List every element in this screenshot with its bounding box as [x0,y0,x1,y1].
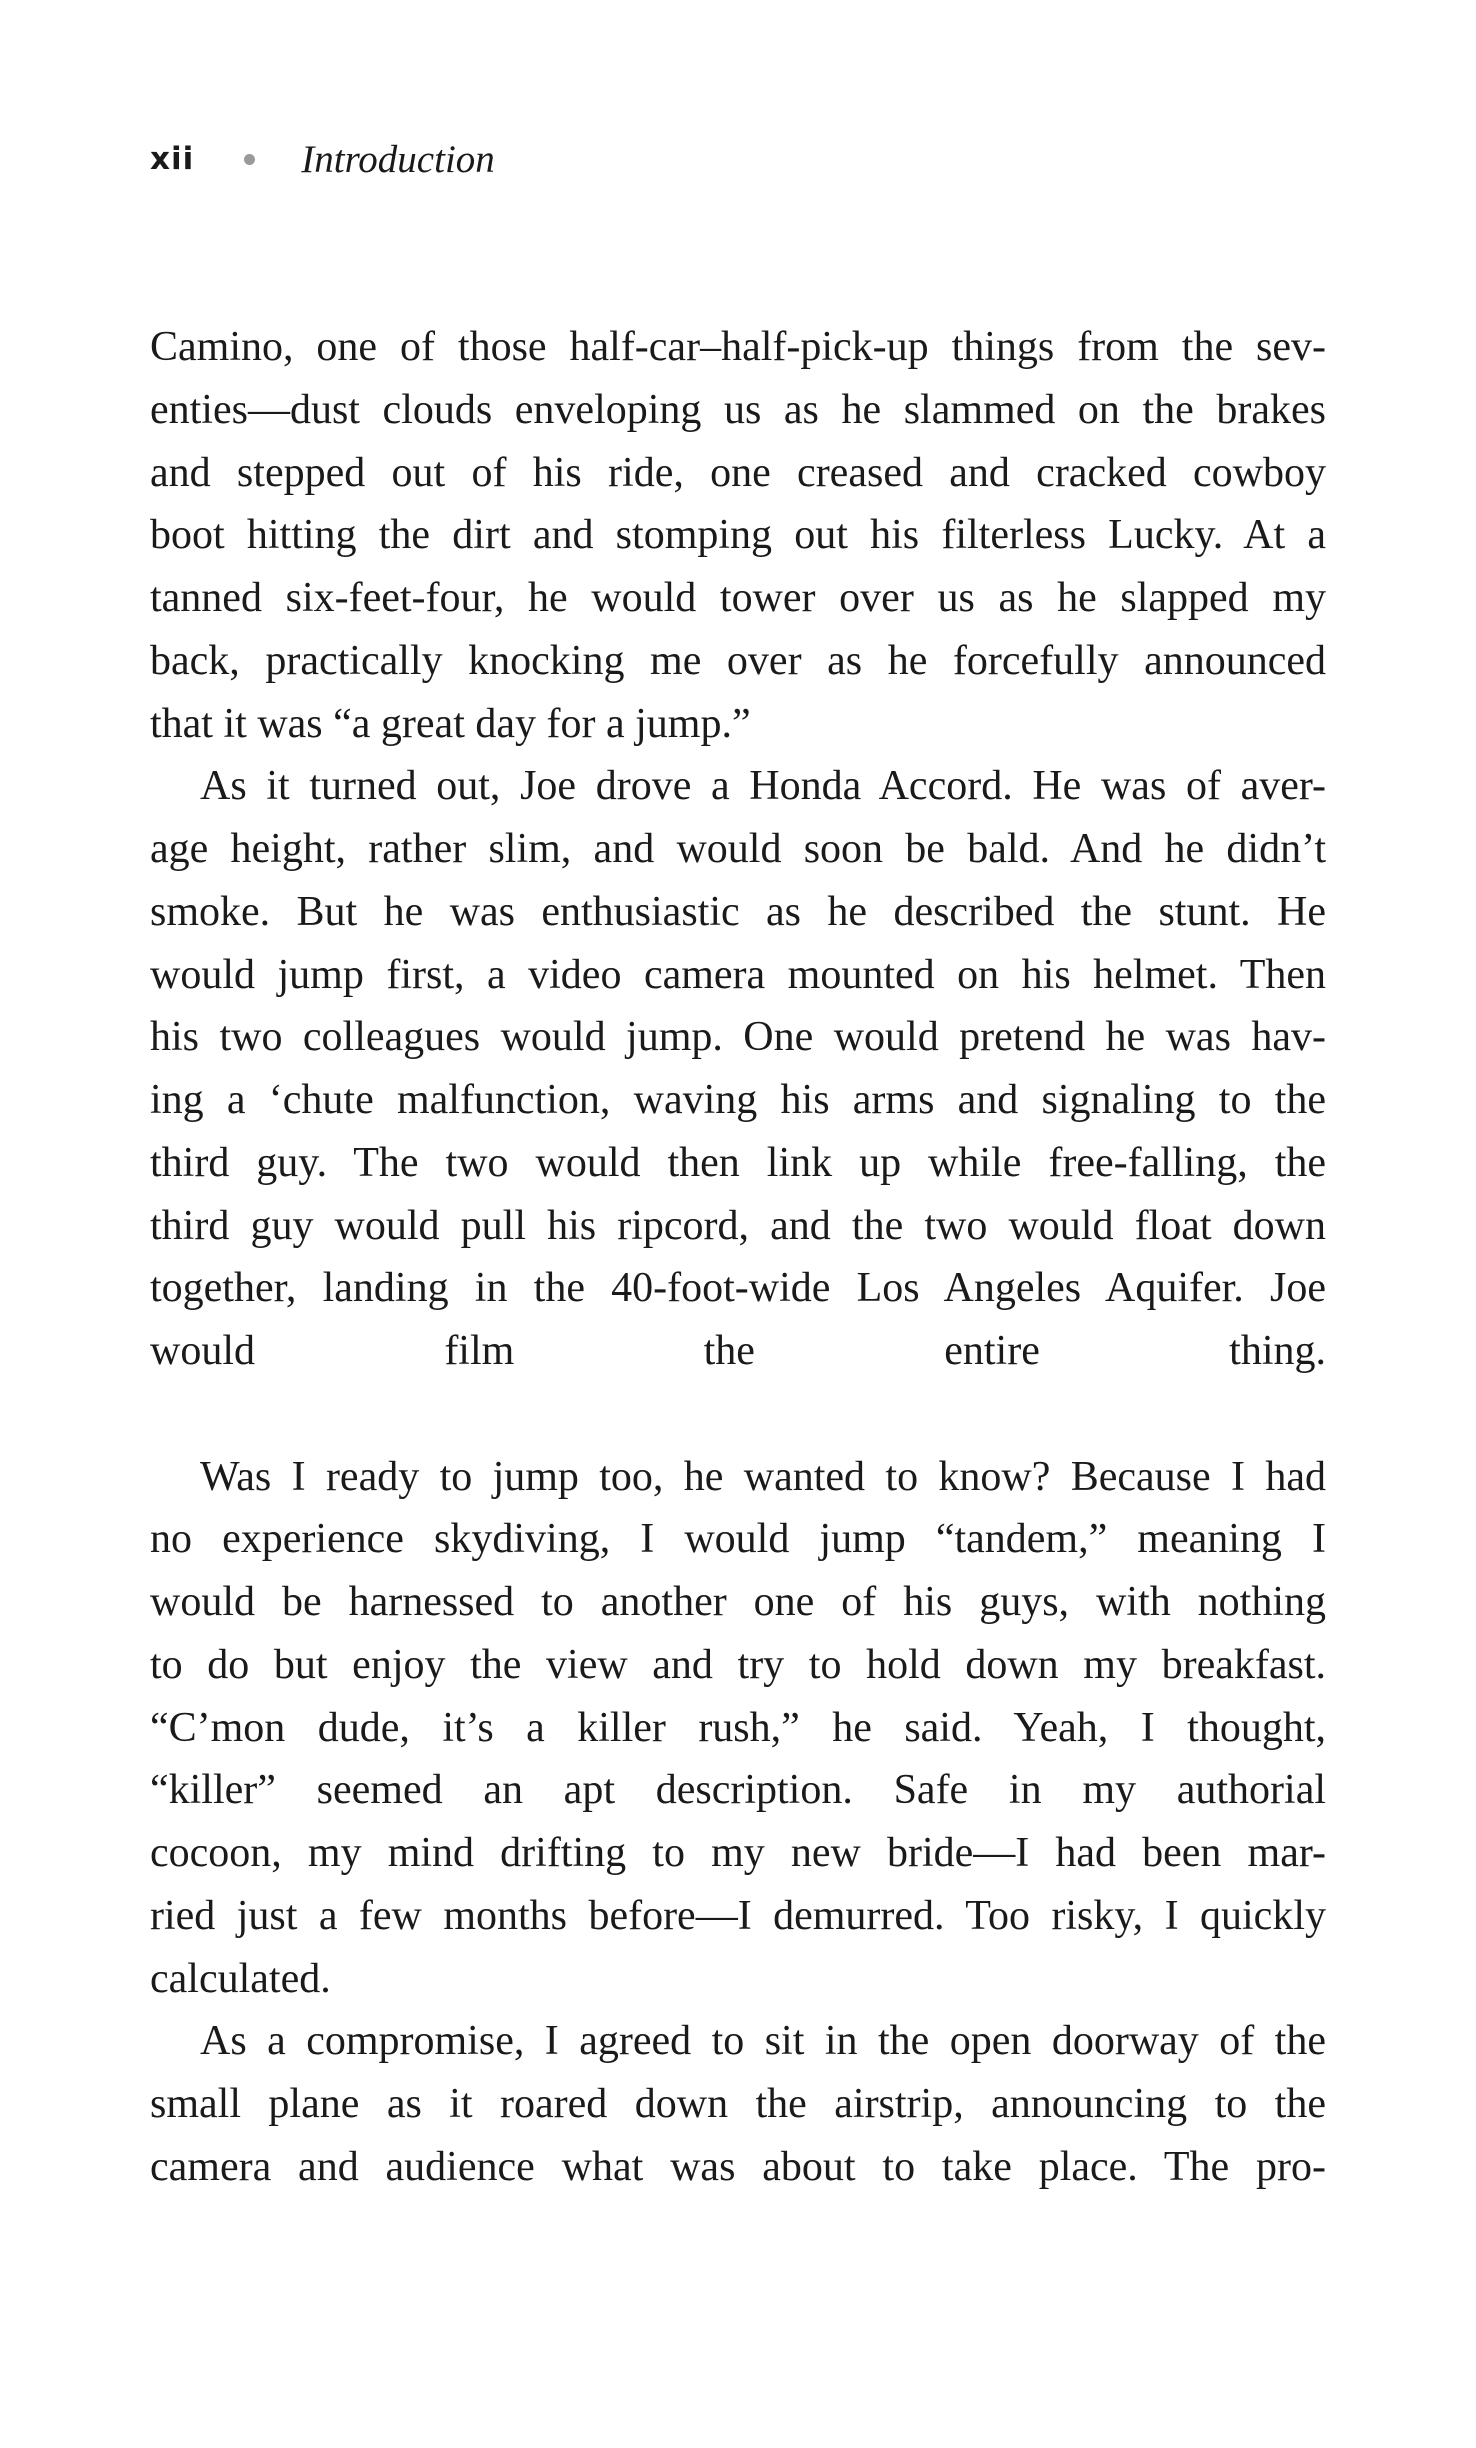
text-line [150,1383,1326,1446]
text-line: As it turned out, Joe drove a Honda Accord. He was of aver- [200,763,1326,810]
text-line: no experience skydiving, I would jump “tandem,” meaning I [150,1516,1326,1563]
text-line: and stepped out of his ride, one creased and cracked cowboy [150,449,1326,496]
text-line: ried just a few months before—I demurred. Too risky, I quickly [150,1892,1326,1939]
text-line: together, landing in the 40-foot-wide Los Angeles Aquifer. Joe [150,1265,1326,1312]
text-line: would film the entire thing. [150,1328,1326,1374]
bullet-separator-icon [244,154,255,165]
paragraph [150,755,1326,1445]
text-line: that it was “a great day for a jump.” [150,700,751,747]
text-line: back, practically knocking me over as he forcefully announced [150,637,1326,684]
text-line: As a compromise, I agreed to sit in the open doorway of the [200,2018,1326,2065]
text-line: smoke. But he was enthusiastic as he described the stunt. He [150,888,1326,935]
text-line: cocoon, my mind drifting to my new bride—I had been mar- [150,1830,1326,1876]
text-line: boot hitting the dirt and stomping out his filterless Lucky. At a [150,512,1326,559]
text-line: third guy would pull his ripcord, and the two would float down [150,1202,1326,1249]
text-line: small plane as it roared down the airstrip, announcing to the [150,2081,1326,2127]
text-line: age height, rather slim, and would soon be bald. And he didn’t [150,826,1326,872]
text-line: would jump first, a video camera mounted on his helmet. Then [150,951,1326,998]
text-line: “C’mon dude, it’s a killer rush,” he said. Yeah, I thought, [150,1704,1326,1751]
text-line: to do but enjoy the view and try to hold down my breakfast. [150,1641,1326,1688]
text-line: would be harnessed to another one of his guys, with nothing [150,1579,1326,1625]
text-line: third guy. The two would then link up while free-falling, the [150,1139,1326,1186]
text-line: “killer” seemed an apt description. Safe in my authorial [150,1767,1326,1814]
text-line: ing a ‘chute malfunction, waving his arms and signaling to the [150,1077,1326,1123]
running-header [150,140,495,179]
text-line: camera and audience what was about to take place. The pro- [150,2143,1326,2190]
text-line: Camino, one of those half-car–half-pick-up things from the sev- [150,324,1326,370]
text-line: tanned six-feet-four, he would tower over us as he slapped my [150,575,1326,621]
text-line: calculated. [150,1955,331,2002]
text-line: his two colleagues would jump. One would pretend he was hav- [150,1014,1326,1061]
paragraph [150,1446,1326,2011]
running-title: Introduction [301,138,495,181]
body-text [150,316,1326,2199]
page-number: xii [150,141,195,177]
text-line: enties—dust clouds enveloping us as he slammed on the brakes [150,386,1326,433]
paragraph [150,2010,1326,2198]
paragraph [150,316,1326,755]
text-line: Was I ready to jump too, he wanted to know? Because I had [200,1453,1326,1500]
